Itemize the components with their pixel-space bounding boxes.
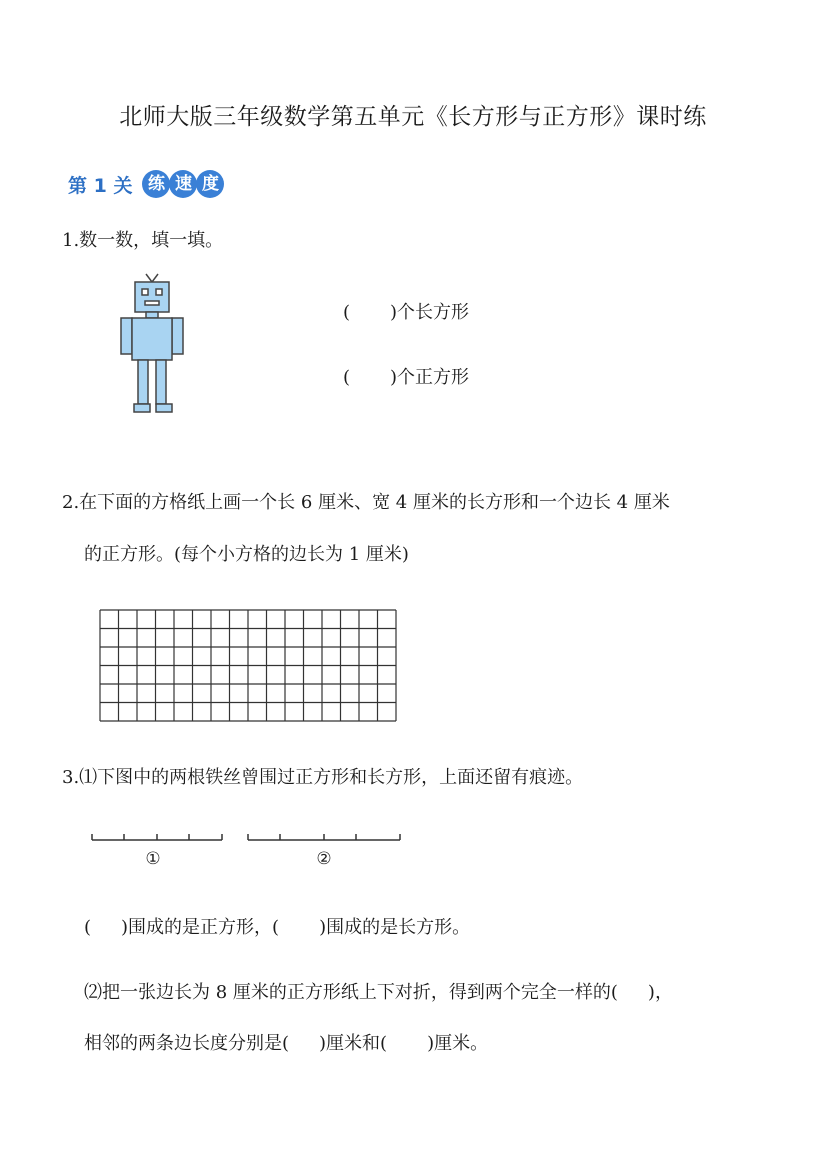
robot-arm-right (172, 318, 183, 354)
robot-mouth (145, 301, 159, 305)
badge-degree: 度 (196, 170, 224, 198)
robot-head (135, 282, 169, 312)
robot-neck (146, 312, 158, 318)
badge-practice: 练 (142, 170, 170, 198)
q3-part2-line2: 相邻的两条边长度分别是( )厘米和( )厘米。 (84, 1033, 489, 1054)
robot-eye-right (156, 289, 162, 295)
robot-antenna-left (146, 274, 152, 282)
badge-speed: 速 (169, 170, 197, 198)
robot-eye-left (142, 289, 148, 295)
robot-antenna-right (152, 274, 158, 282)
q1-blank-rectangles: ( )个长方形 (343, 302, 470, 323)
wires-figure (90, 828, 410, 872)
level-label: 第 1 关 (68, 174, 133, 197)
question-1-prompt: 1.数一数，填一填。 (62, 230, 224, 251)
wire-2-label: ② (316, 849, 332, 869)
question-3-part1: 3.⑴下图中的两根铁丝曾围过正方形和长方形，上面还留有痕迹。 (62, 767, 584, 788)
robot-figure (112, 270, 192, 416)
q3-part1-answers: ( )围成的是正方形，( )围成的是长方形。 (84, 917, 471, 938)
question-2-line2: 的正方形。(每个小方格的边长为 1 厘米) (84, 544, 409, 565)
grid-paper[interactable] (98, 608, 398, 724)
robot-foot-left (134, 404, 150, 412)
page-title: 北师大版三年级数学第五单元《长方形与正方形》课时练 (119, 104, 707, 130)
robot-leg-left (138, 360, 148, 404)
question-2-line1: 2.在下面的方格纸上画一个长 6 厘米、宽 4 厘米的长方形和一个边长 4 厘米 (62, 492, 670, 513)
q3-part2-line1: ⑵把一张边长为 8 厘米的正方形纸上下对折，得到两个完全一样的( )， (84, 982, 673, 1003)
q1-blank-squares: ( )个正方形 (343, 367, 470, 388)
robot-body (132, 318, 172, 360)
wire-1-label: ① (145, 849, 161, 869)
robot-arm-left (121, 318, 132, 354)
robot-foot-right (156, 404, 172, 412)
level-header (68, 170, 223, 198)
robot-leg-right (156, 360, 166, 404)
